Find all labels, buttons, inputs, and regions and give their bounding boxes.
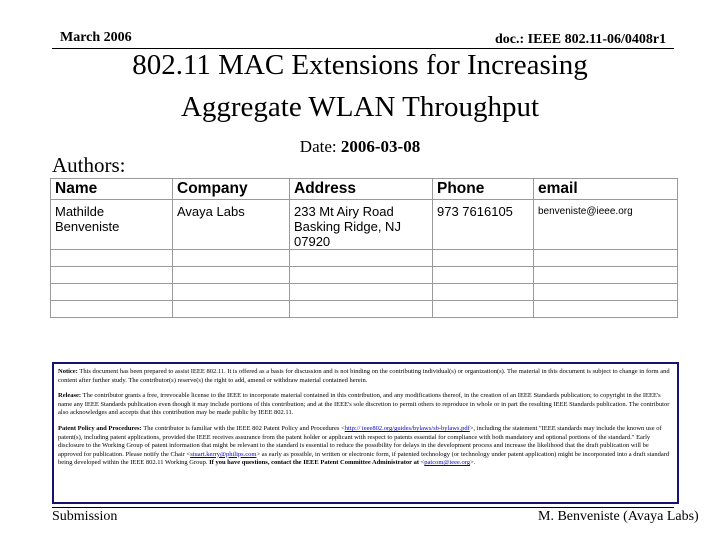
empty-cell xyxy=(173,301,290,318)
column-header-address: Address xyxy=(290,179,433,200)
table-row-empty xyxy=(51,284,678,301)
authors-table xyxy=(50,178,678,318)
author-email[interactable]: benveniste@ieee.org xyxy=(534,200,678,250)
empty-cell xyxy=(173,250,290,267)
empty-cell xyxy=(534,250,678,267)
author-address: 233 Mt Airy Road Basking Ridge, NJ 07920 xyxy=(290,200,433,250)
patent-paragraph xyxy=(58,425,671,468)
notice-paragraph xyxy=(58,368,671,385)
patent-text: >. xyxy=(470,459,476,467)
column-header-company: Company xyxy=(173,179,290,200)
footer-author: M. Benveniste (Avaya Labs) xyxy=(538,509,699,524)
table-row-empty xyxy=(51,301,678,318)
empty-cell xyxy=(51,250,173,267)
empty-cell xyxy=(433,267,534,284)
notice-label: Notice: xyxy=(58,368,78,375)
author-company: Avaya Labs xyxy=(173,200,290,250)
empty-cell xyxy=(51,301,173,318)
footer-submission: Submission xyxy=(52,509,118,524)
patent-text: < xyxy=(418,459,425,467)
authors-header-row xyxy=(51,179,678,200)
patcom-email-link[interactable]: patcom@ieee.org xyxy=(424,459,471,467)
empty-cell xyxy=(534,267,678,284)
release-label: Release: xyxy=(58,392,82,400)
table-row xyxy=(51,200,678,250)
date-label: Date: xyxy=(299,137,337,156)
empty-cell xyxy=(534,284,678,301)
empty-cell xyxy=(290,301,433,318)
patent-text: The contributor is familiar with the IEEE 802 Patent Policy and Procedures < xyxy=(143,424,345,432)
column-header-email: email xyxy=(534,179,678,200)
empty-cell xyxy=(51,267,173,284)
header-date: March 2006 xyxy=(60,30,132,45)
release-paragraph xyxy=(58,392,671,418)
patent-text: > as early as possible, in written or electronic form, if patented technology (or technology under patent application) might be incorporated into a draft standard being developed within the IEEE 802.11 Working Group. xyxy=(58,450,670,467)
empty-cell xyxy=(433,284,534,301)
column-header-phone: Phone xyxy=(433,179,534,200)
empty-cell xyxy=(173,267,290,284)
empty-cell xyxy=(51,284,173,301)
column-header-name: Name xyxy=(51,179,173,200)
notice-text: This document has been prepared to assist IEEE 802.11. It is offered as a basis for discussion and is not binding on the contributing individual(s) or organization(s). The material in this document is subject to change in form and content after further study. The contributor(s) reserve(s) the right to add, amend or withdraw material contained herein. xyxy=(58,368,670,384)
table-row-empty xyxy=(51,250,678,267)
release-text: The contributor grants a free, irrevocable license to the IEEE to incorporate material contained in this contribution, and any modifications thereof, in the creation of an IEEE Standards publication; to copyright in the IEEE's name any IEEE Standards publication even though it may include portions of this contribution; and at the IEEE's sole discretion to permit others to reproduce in whole or in part the resulting IEEE Standards publication. The contributor also acknowledges and accepts that this contribution may be made public by IEEE 802.11. xyxy=(58,392,670,417)
chair-email-link[interactable]: stuart.kerry@philips.com xyxy=(190,450,257,458)
table-row-empty xyxy=(51,267,678,284)
footer-divider xyxy=(52,507,674,508)
patent-questions-text: If you have questions, contact the IEEE Patent Committee Administrator at xyxy=(209,459,419,467)
slide-title xyxy=(100,44,620,128)
empty-cell xyxy=(290,284,433,301)
author-name: Mathilde Benveniste xyxy=(51,200,173,250)
slide-title-line-1: 802.11 MAC Extensions for Increasing xyxy=(132,49,588,81)
patent-policy-link[interactable]: http:// ieee802.org/guides/bylaws/sb-bylaws.pdf xyxy=(344,424,470,432)
empty-cell xyxy=(173,284,290,301)
empty-cell xyxy=(433,250,534,267)
patent-label: Patent Policy and Procedures: xyxy=(58,424,142,432)
empty-cell xyxy=(290,250,433,267)
empty-cell xyxy=(290,267,433,284)
empty-cell xyxy=(534,301,678,318)
notice-box xyxy=(52,362,679,504)
date-value: 2006-03-08 xyxy=(340,137,421,156)
authors-label: Authors: xyxy=(52,153,126,177)
slide-title-line-2: Aggregate WLAN Throughput xyxy=(180,91,540,123)
empty-cell xyxy=(433,301,534,318)
patent-text: >, including the statement "IEEE standards may include the known use of patent(s), including patent applications, provided the IEEE receives assurance from the patent holder or applicant with respect to patents essential for compliance with both mandatory and optional portions of the standard." Early disclosure to the Working Group of patent information that might be relevant to the standard is essential to reduce the possibility for delays in the development process and increase the likelihood that the draft publication will be approved for publication. Please notify the Chair < xyxy=(58,424,662,458)
author-phone: 973 7616105 xyxy=(433,200,534,250)
header-doc-id: doc.: IEEE 802.11-06/0408r1 xyxy=(495,32,667,47)
